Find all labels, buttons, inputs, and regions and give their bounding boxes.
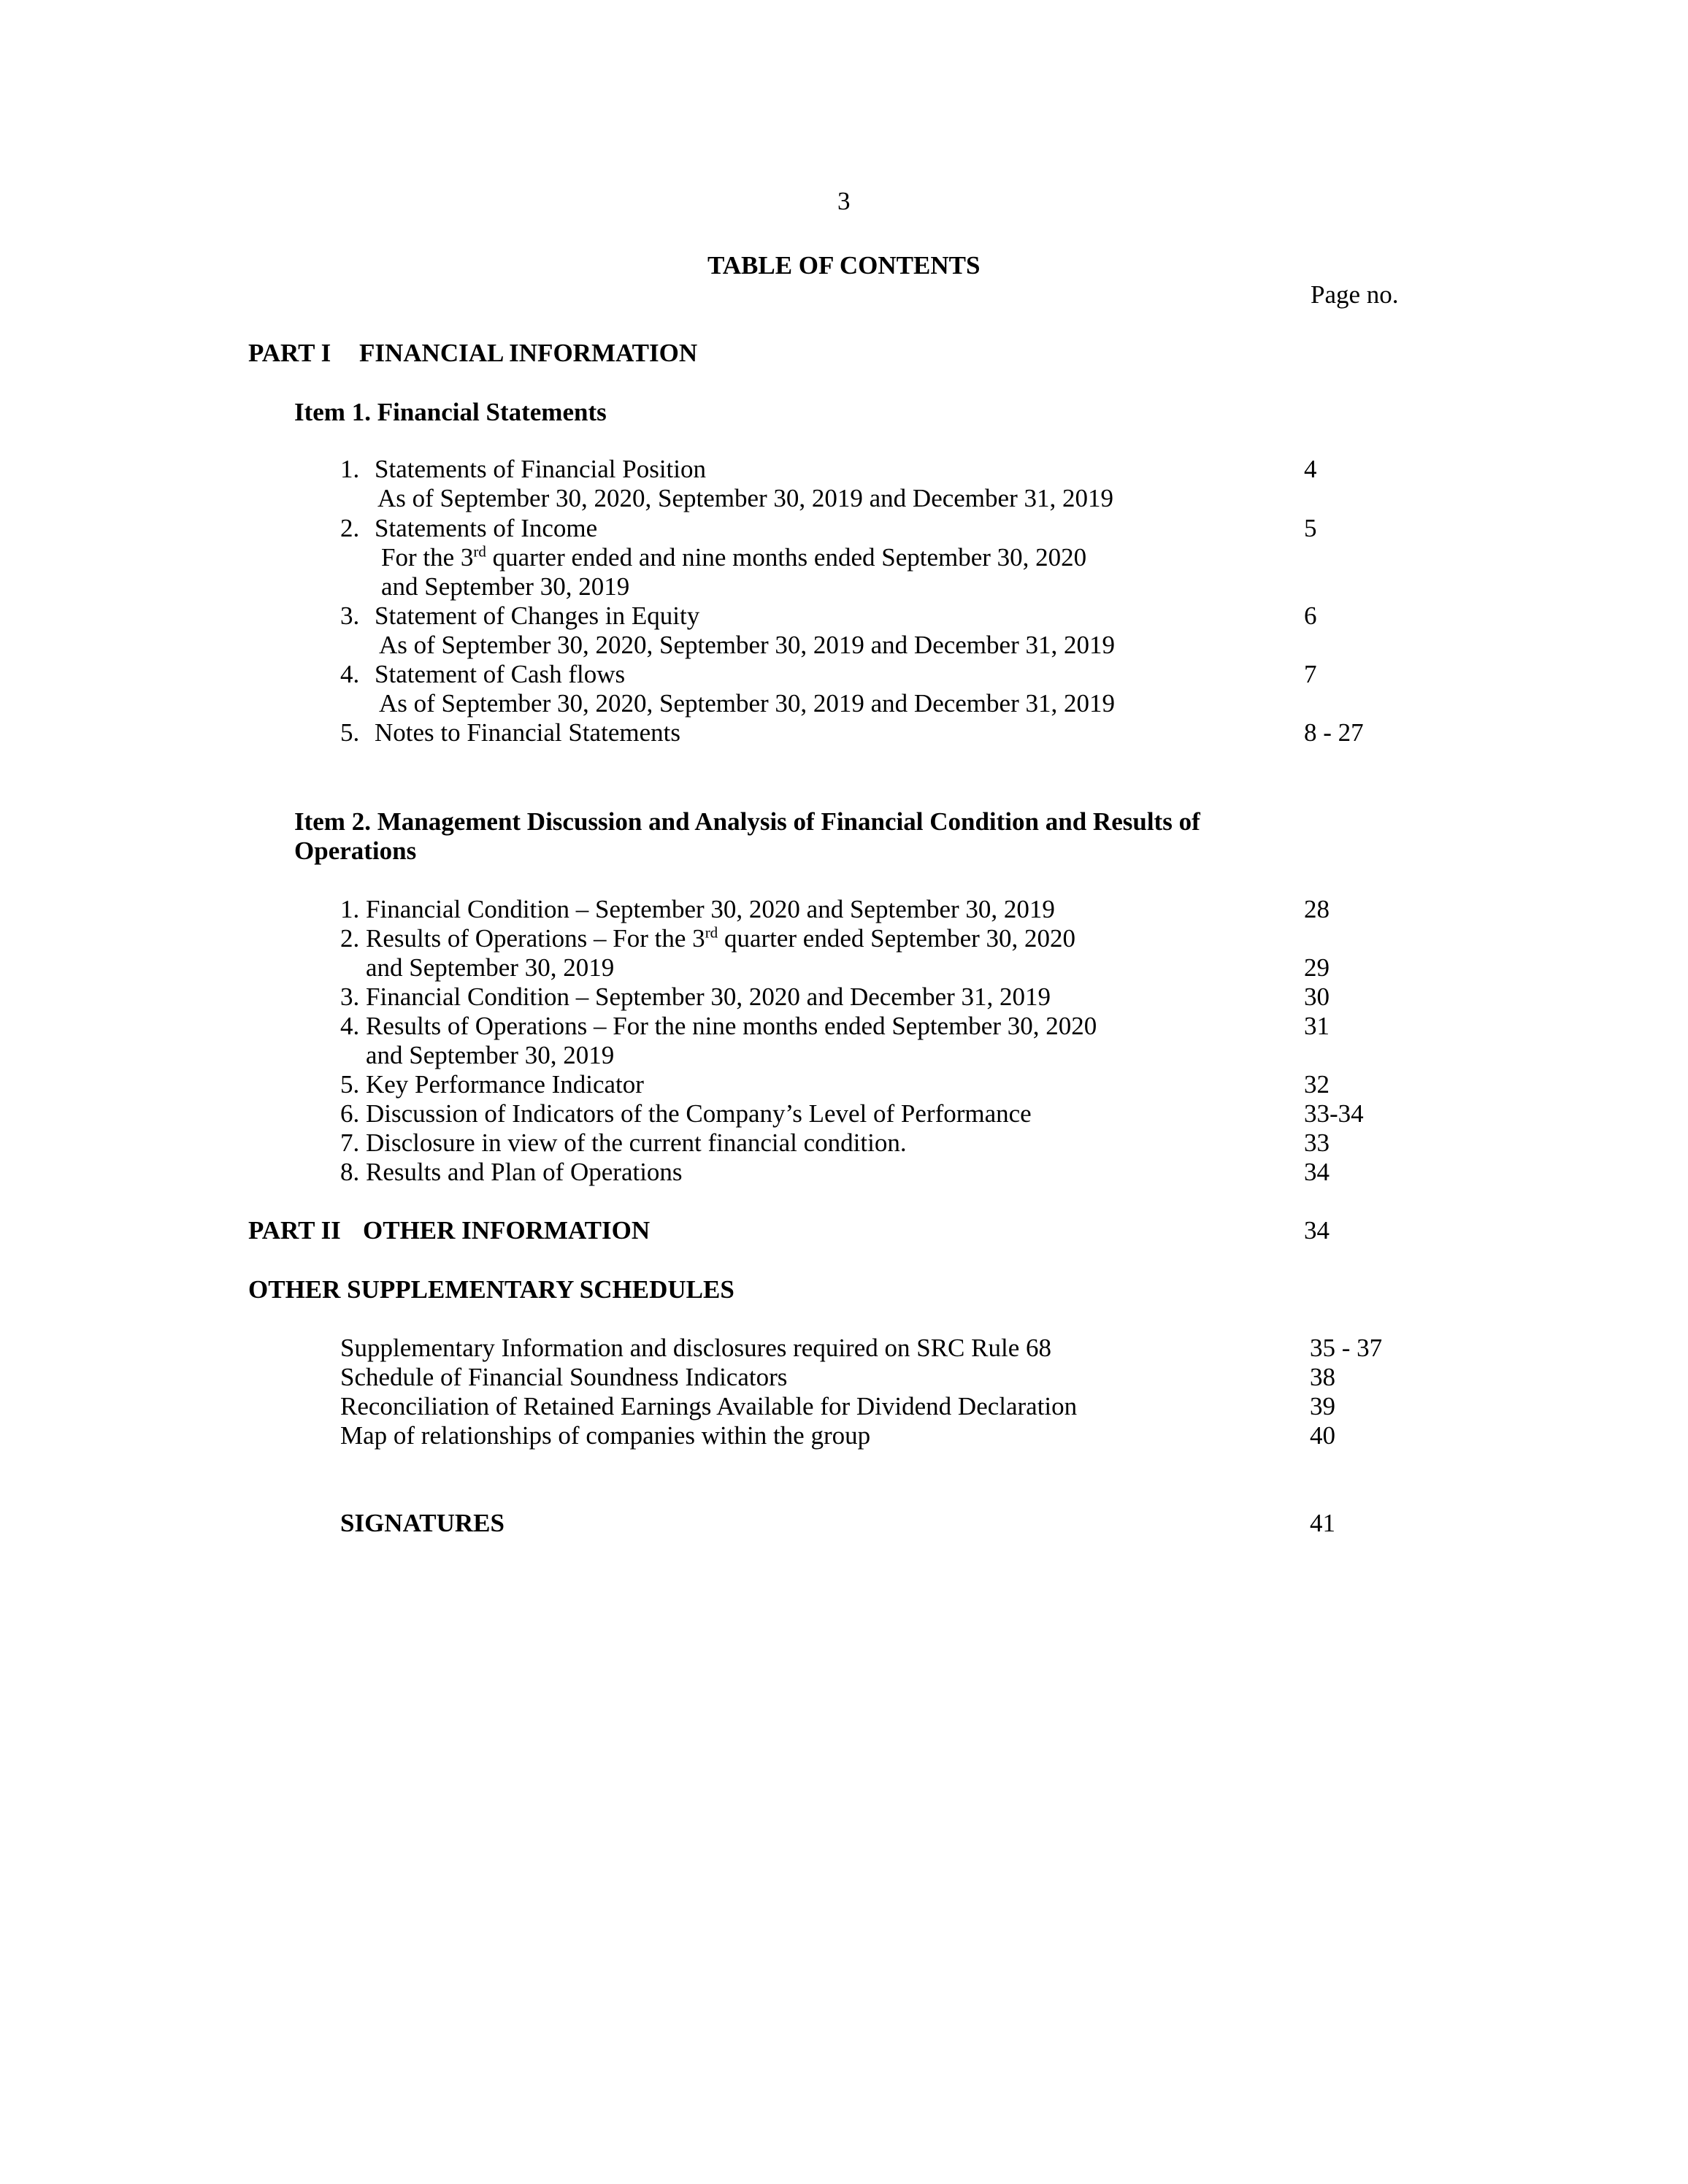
toc-entry: Map of relationships of companies within the group <box>340 1421 871 1450</box>
toc-entry: Schedule of Financial Soundness Indicators <box>340 1363 788 1391</box>
item2-heading-cont: Operations <box>294 837 417 865</box>
toc-entry-title: Notes to Financial Statements <box>375 718 680 747</box>
toc-entry-page: 33-34 <box>1304 1099 1364 1128</box>
toc-entry-title: Statements of Financial Position <box>375 455 706 483</box>
item1-heading: Item 1. Financial Statements <box>294 398 607 426</box>
toc-entry-subtitle: As of September 30, 2020, September 30, 2019 and December 31, 2019 <box>379 689 1115 718</box>
item2-heading: Item 2. Management Discussion and Analysis of Financial Condition and Results of <box>294 807 1200 836</box>
toc-entry-page: 40 <box>1310 1421 1335 1450</box>
toc-entry-page: 4 <box>1304 455 1317 483</box>
toc-entry: 2. Results of Operations – For the 3rd quarter ended September 30, 2020 <box>340 923 1076 953</box>
toc-entry: 1. Financial Condition – September 30, 2020 and September 30, 2019 <box>340 895 1055 923</box>
toc-entry-page: 38 <box>1310 1363 1335 1391</box>
toc-entry: Reconciliation of Retained Earnings Available for Dividend Declaration <box>340 1392 1078 1420</box>
toc-entry: 6. Discussion of Indicators of the Company’s Level of Performance <box>340 1099 1032 1128</box>
toc-entry-cont: and September 30, 2019 <box>366 1041 615 1069</box>
toc-entry-page: 39 <box>1310 1392 1335 1420</box>
toc-entry-page: 8 - 27 <box>1304 718 1364 747</box>
toc-entry: 5. Key Performance Indicator <box>340 1070 644 1099</box>
toc-entry-number: 3. <box>340 601 360 630</box>
toc-entry: 4. Results of Operations – For the nine months ended September 30, 2020 <box>340 1012 1097 1040</box>
toc-entry-number: 2. <box>340 514 360 542</box>
toc-entry-page: 28 <box>1304 895 1330 923</box>
toc-entry: Supplementary Information and disclosures required on SRC Rule 68 <box>340 1334 1052 1362</box>
toc-entry-subtitle: For the 3rd quarter ended and nine months ended September 30, 2020 <box>381 542 1087 572</box>
toc-entry-page: 29 <box>1304 953 1330 982</box>
toc-entry: 8. Results and Plan of Operations <box>340 1158 683 1186</box>
toc-entry-title: Statement of Changes in Equity <box>375 601 700 630</box>
page-column-header: Page no. <box>1311 280 1399 309</box>
toc-title: TABLE OF CONTENTS <box>707 251 981 280</box>
toc-entry-page: 33 <box>1304 1128 1330 1157</box>
toc-entry-page: 5 <box>1304 514 1317 542</box>
toc-entry-page: 6 <box>1304 601 1317 630</box>
toc-entry-page: 35 - 37 <box>1310 1334 1383 1362</box>
part1-label: PART I <box>248 339 331 367</box>
toc-entry-title: Statements of Income <box>375 514 598 542</box>
toc-entry-number: 4. <box>340 660 360 688</box>
toc-entry: 7. Disclosure in view of the current financial condition. <box>340 1128 907 1157</box>
toc-entry-page: 30 <box>1304 983 1330 1011</box>
page-number: 3 <box>837 187 851 215</box>
toc-entry-number: 1. <box>340 455 360 483</box>
toc-entry-subtitle: As of September 30, 2020, September 30, 2019 and December 31, 2019 <box>377 484 1113 512</box>
toc-entry-page: 34 <box>1304 1158 1330 1186</box>
toc-entry-page: 7 <box>1304 660 1317 688</box>
toc-entry-subtitle: As of September 30, 2020, September 30, 2019 and December 31, 2019 <box>379 631 1115 659</box>
toc-entry-page: 41 <box>1310 1509 1335 1537</box>
toc-entry-subtitle-cont: and September 30, 2019 <box>381 572 630 601</box>
signatures-heading: SIGNATURES <box>340 1509 505 1537</box>
part2-title: OTHER INFORMATION <box>363 1216 651 1245</box>
toc-entry-page: 32 <box>1304 1070 1330 1099</box>
part1-title: FINANCIAL INFORMATION <box>359 339 698 367</box>
toc-entry-cont: and September 30, 2019 <box>366 953 615 982</box>
supplementary-heading: OTHER SUPPLEMENTARY SCHEDULES <box>248 1275 734 1304</box>
toc-entry-page: 34 <box>1304 1216 1330 1245</box>
part2-label: PART II <box>248 1216 341 1245</box>
toc-entry-page: 31 <box>1304 1012 1330 1040</box>
toc-entry-number: 5. <box>340 718 360 747</box>
toc-entry-title: Statement of Cash flows <box>375 660 626 688</box>
toc-entry: 3. Financial Condition – September 30, 2020 and December 31, 2019 <box>340 983 1051 1011</box>
